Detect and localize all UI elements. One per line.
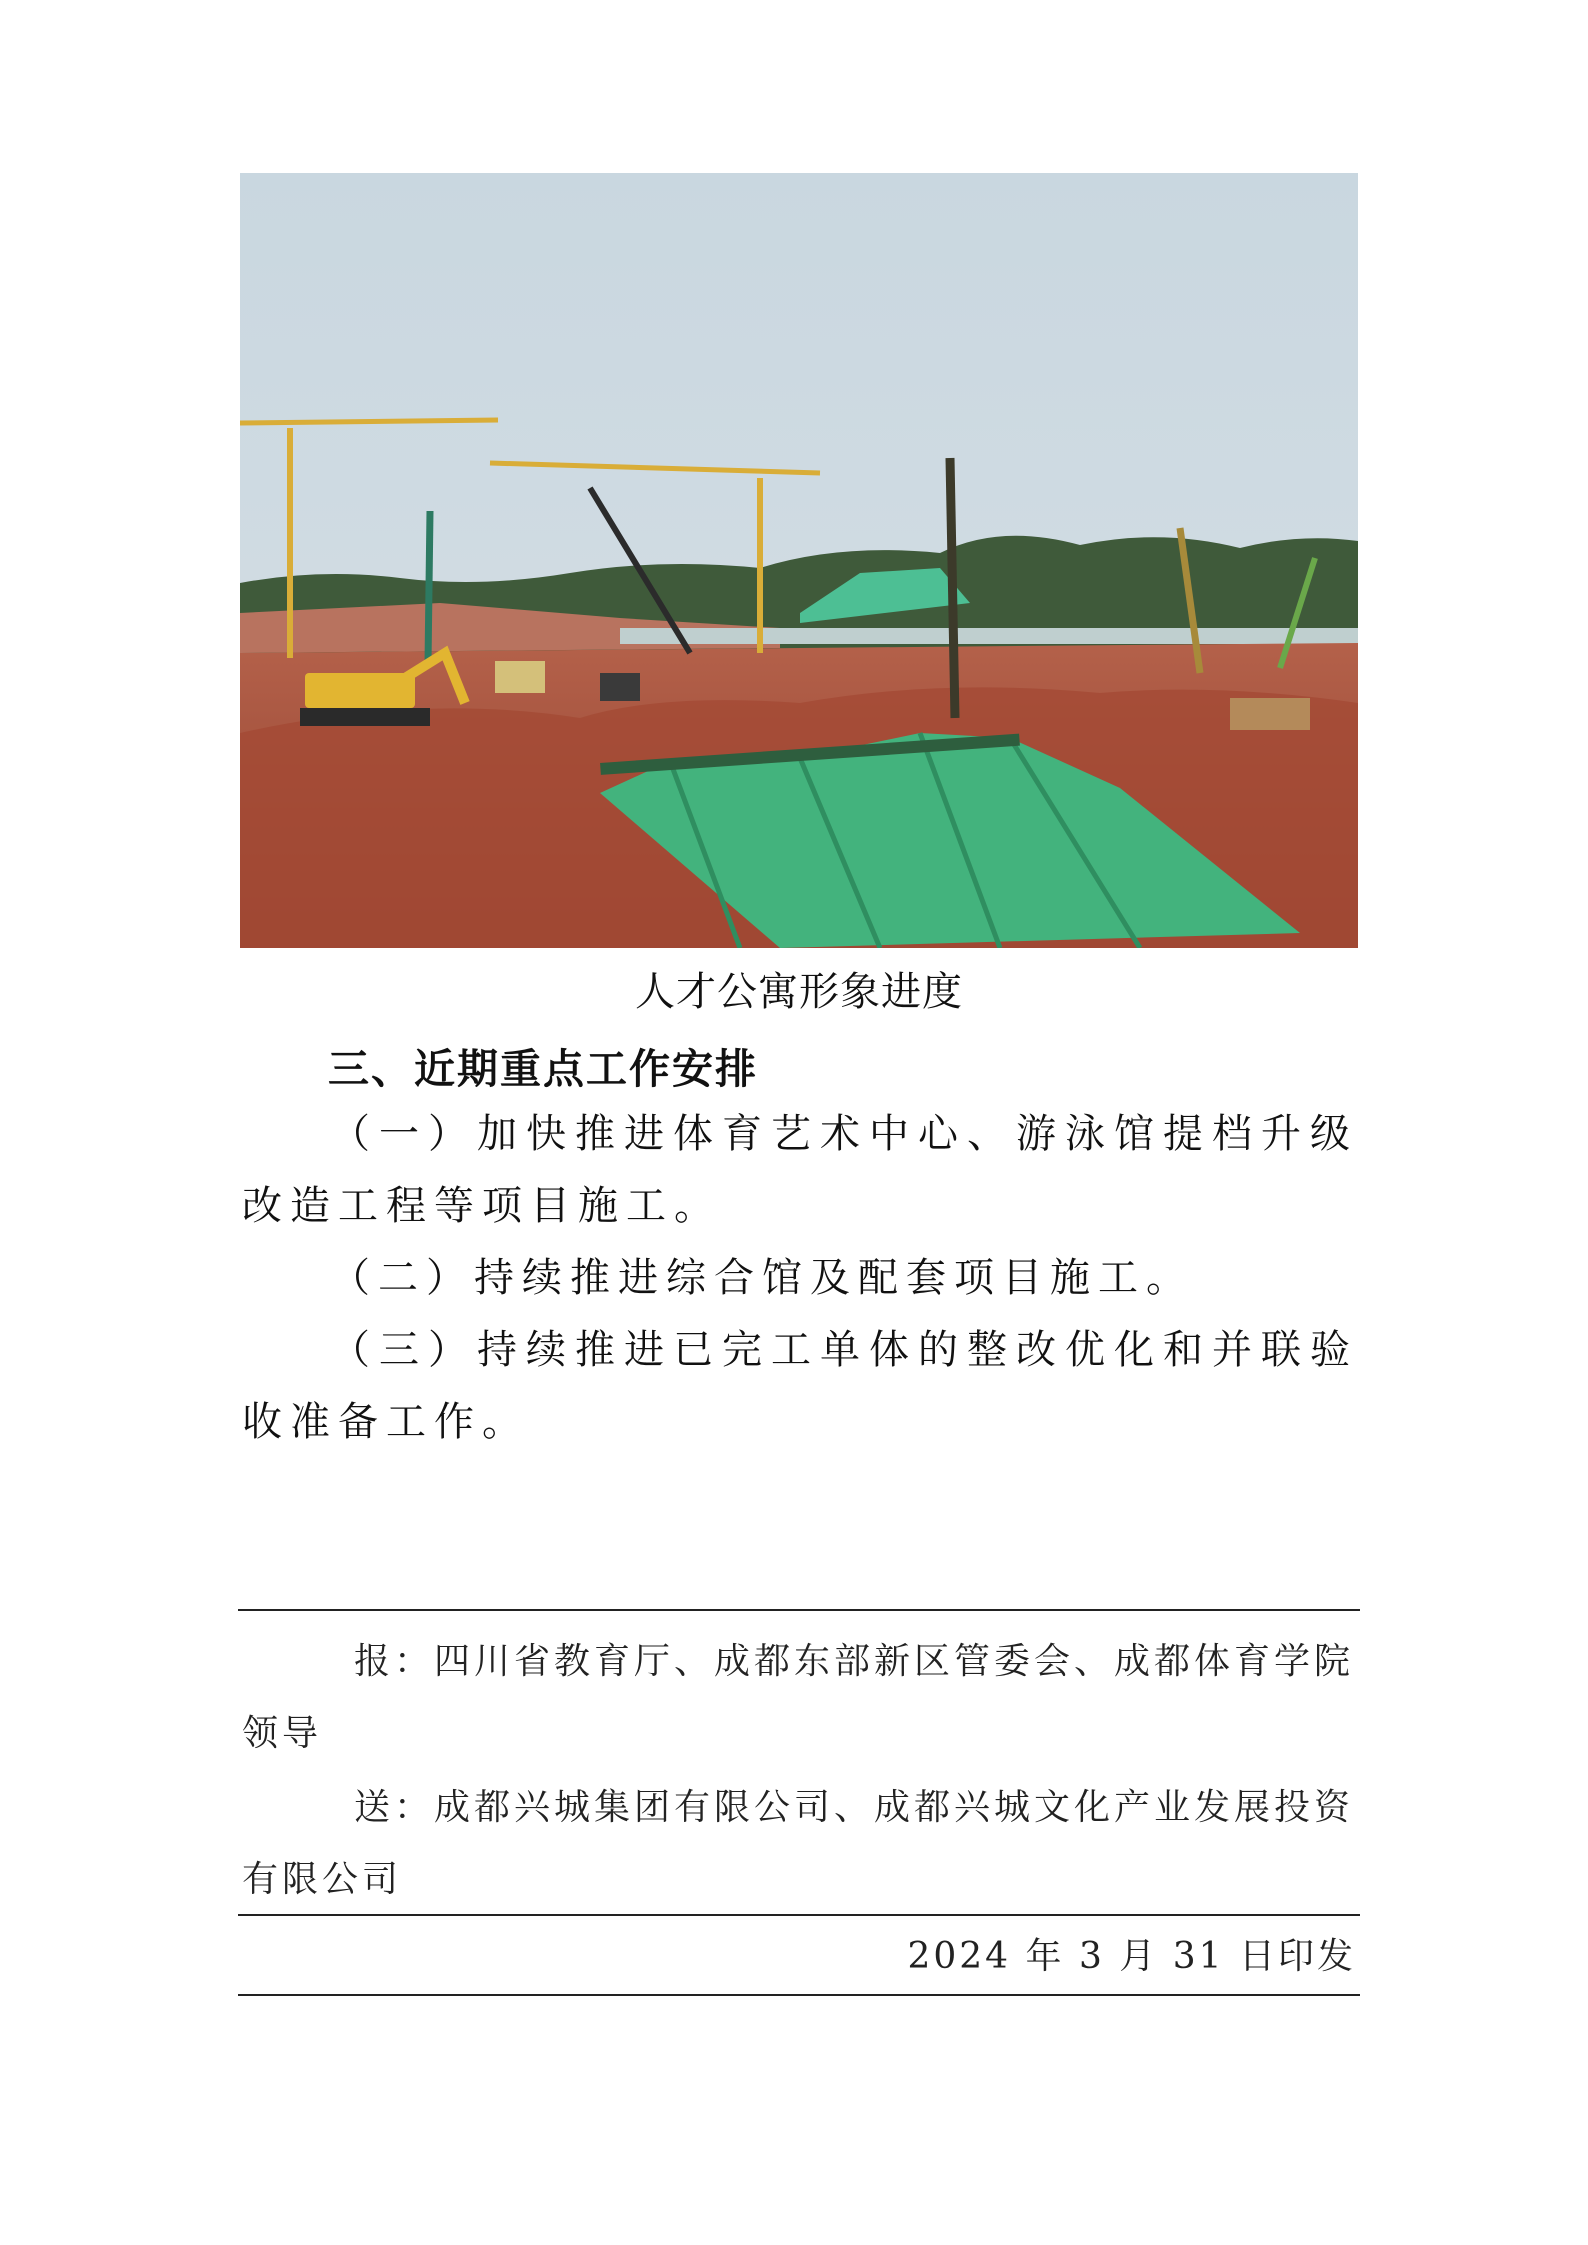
issue-date: 2024 年 3 月 31 日印发	[907, 1936, 1356, 1977]
work-item-1: （一）加快推进体育艺术中心、游泳馆提档升级改造工程等项目施工。	[242, 1111, 1358, 1229]
construction-photo	[240, 173, 1358, 948]
drilling-rig-mast-2	[950, 458, 955, 718]
send-to-line: 送：成都兴城集团有限公司、成都兴城文化产业发展投资有限公司	[242, 1787, 1355, 1900]
divider-bottom	[238, 1994, 1360, 1996]
divider-middle	[238, 1914, 1360, 1916]
site-equipment-1	[495, 661, 545, 693]
site-fence	[620, 628, 1358, 644]
section-heading: 三、近期重点工作安排	[328, 1045, 758, 1093]
work-item-2: （二）持续推进综合馆及配套项目施工。	[330, 1255, 1194, 1301]
drilling-rig-mast-1	[428, 511, 430, 663]
divider-top	[238, 1609, 1360, 1611]
dump-truck	[1230, 698, 1310, 730]
site-equipment-2	[600, 673, 640, 701]
photo-caption: 人才公寓形象进度	[635, 969, 963, 1015]
report-to-line: 报：四川省教育厅、成都东部新区管委会、成都体育学院领导	[242, 1641, 1355, 1754]
construction-site-illustration	[240, 173, 1358, 948]
work-item-3: （三）持续推进已完工单体的整改优化和并联验收准备工作。	[242, 1327, 1358, 1445]
